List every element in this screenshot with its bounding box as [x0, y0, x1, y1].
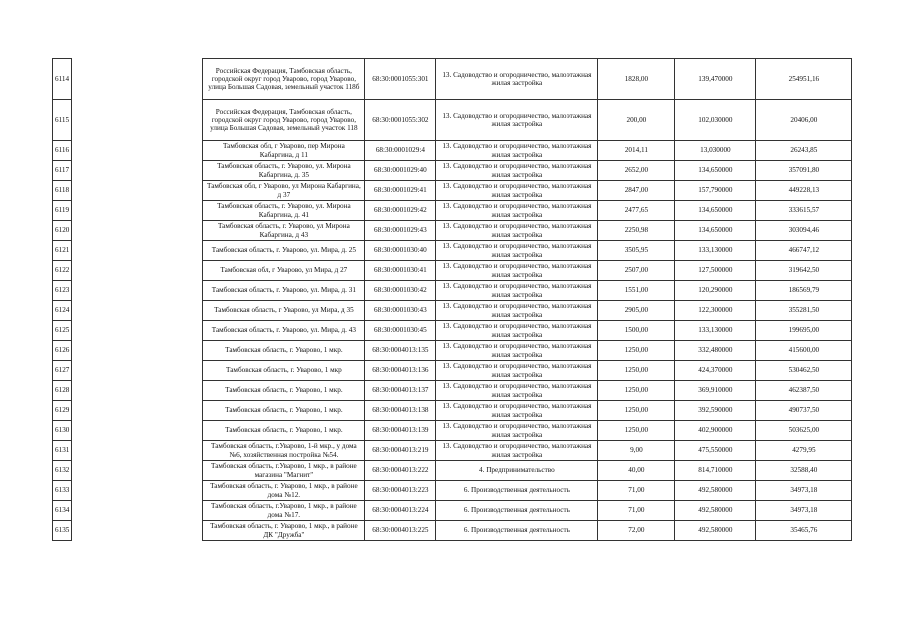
specific-value-cell: 133,130000	[675, 241, 756, 261]
spacer-cell	[72, 441, 203, 461]
table-row	[53, 401, 852, 421]
table-row	[53, 341, 852, 361]
spacer-cell	[72, 321, 203, 341]
address-cell: Тамбовская область, г. Уварово, ул. Мира, д. 25	[203, 241, 365, 261]
row-number: 6118	[53, 181, 72, 201]
cadastral-cost-cell: 26243,85	[756, 141, 852, 161]
row-number: 6116	[53, 141, 72, 161]
cadastral-number-cell: 68:30:0004013:135	[365, 341, 436, 361]
land-use-cell: 13. Садоводство и огородничество, малоэтажная жилая застройка	[436, 341, 598, 361]
address-cell: Тамбовская область, г.Уварово, 1 мкр., в районе дома №17.	[203, 501, 365, 521]
land-use-cell: 13. Садоводство и огородничество, малоэтажная жилая застройка	[436, 181, 598, 201]
area-cell: 1551,00	[598, 281, 675, 301]
spacer-cell	[72, 401, 203, 421]
row-number: 6120	[53, 221, 72, 241]
area-cell: 1250,00	[598, 341, 675, 361]
land-registry-table	[52, 58, 852, 541]
cadastral-cost-cell: 466747,12	[756, 241, 852, 261]
row-number: 6127	[53, 361, 72, 381]
table-row	[53, 481, 852, 501]
land-use-cell: 13. Садоводство и огородничество, малоэтажная жилая застройка	[436, 141, 598, 161]
land-use-cell: 13. Садоводство и огородничество, малоэтажная жилая застройка	[436, 421, 598, 441]
area-cell: 1250,00	[598, 421, 675, 441]
spacer-cell	[72, 281, 203, 301]
cadastral-cost-cell: 34973,18	[756, 501, 852, 521]
cadastral-cost-cell: 34973,18	[756, 481, 852, 501]
row-number: 6133	[53, 481, 72, 501]
spacer-cell	[72, 161, 203, 181]
row-number: 6135	[53, 521, 72, 541]
table-row	[53, 241, 852, 261]
cadastral-number-cell: 68:30:0001029:43	[365, 221, 436, 241]
row-number: 6128	[53, 381, 72, 401]
land-use-cell: 13. Садоводство и огородничество, малоэтажная жилая застройка	[436, 241, 598, 261]
specific-value-cell: 134,650000	[675, 161, 756, 181]
table-row	[53, 100, 852, 141]
area-cell: 2507,00	[598, 261, 675, 281]
table-row	[53, 181, 852, 201]
cadastral-number-cell: 68:30:0004013:223	[365, 481, 436, 501]
cadastral-cost-cell: 355281,50	[756, 301, 852, 321]
cadastral-cost-cell: 186569,79	[756, 281, 852, 301]
cadastral-cost-cell: 530462,50	[756, 361, 852, 381]
table-row	[53, 59, 852, 100]
row-number: 6130	[53, 421, 72, 441]
specific-value-cell: 492,580000	[675, 501, 756, 521]
land-use-cell: 13. Садоводство и огородничество, малоэтажная жилая застройка	[436, 361, 598, 381]
cadastral-number-cell: 68:30:0004013:139	[365, 421, 436, 441]
cadastral-cost-cell: 254951,16	[756, 59, 852, 100]
spacer-cell	[72, 341, 203, 361]
spacer-cell	[72, 421, 203, 441]
address-cell: Тамбовская область, г. Уварово, 1 мкр.	[203, 381, 365, 401]
row-number: 6119	[53, 201, 72, 221]
land-use-cell: 6. Производственная деятельность	[436, 521, 598, 541]
table-row	[53, 301, 852, 321]
address-cell: Тамбовская обл, г Уварово, ул Мирона Кабаргина, д 37	[203, 181, 365, 201]
address-cell: Российская Федерация, Тамбовская область, городской округ город Уварово, город Уварово, улица Большая Садовая, земельный участок 118б	[203, 59, 365, 100]
address-cell: Тамбовская область, г. Уварово, 1 мкр.	[203, 341, 365, 361]
address-cell: Тамбовская обл, г Уварово, ул Мира, д 27	[203, 261, 365, 281]
cadastral-cost-cell: 333615,57	[756, 201, 852, 221]
row-number: 6123	[53, 281, 72, 301]
row-number: 6129	[53, 401, 72, 421]
table-row	[53, 141, 852, 161]
row-number: 6122	[53, 261, 72, 281]
cadastral-number-cell: 68:30:0001029:4	[365, 141, 436, 161]
spacer-cell	[72, 481, 203, 501]
cadastral-cost-cell: 199695,00	[756, 321, 852, 341]
row-number: 6114	[53, 59, 72, 100]
table-row	[53, 521, 852, 541]
cadastral-number-cell: 68:30:0004013:219	[365, 441, 436, 461]
cadastral-number-cell: 68:30:0001030:43	[365, 301, 436, 321]
spacer-cell	[72, 221, 203, 241]
address-cell: Тамбовская область, г.Уварово, 1 мкр., в районе магазина "Магнит"	[203, 461, 365, 481]
address-cell: Тамбовская область, г Уварово, ул Мира, д 35	[203, 301, 365, 321]
cadastral-number-cell: 68:30:0004013:222	[365, 461, 436, 481]
land-use-cell: 13. Садоводство и огородничество, малоэтажная жилая застройка	[436, 201, 598, 221]
cadastral-cost-cell: 490737,50	[756, 401, 852, 421]
specific-value-cell: 102,030000	[675, 100, 756, 141]
land-use-cell: 6. Производственная деятельность	[436, 501, 598, 521]
area-cell: 1250,00	[598, 381, 675, 401]
cadastral-number-cell: 68:30:0004013:136	[365, 361, 436, 381]
table-row	[53, 321, 852, 341]
area-cell: 2652,00	[598, 161, 675, 181]
table-row	[53, 421, 852, 441]
cadastral-number-cell: 68:30:0004013:224	[365, 501, 436, 521]
spacer-cell	[72, 201, 203, 221]
cadastral-number-cell: 68:30:0001030:42	[365, 281, 436, 301]
spacer-cell	[72, 461, 203, 481]
table-row	[53, 221, 852, 241]
land-use-cell: 13. Садоводство и огородничество, малоэтажная жилая застройка	[436, 59, 598, 100]
land-use-cell: 13. Садоводство и огородничество, малоэтажная жилая застройка	[436, 161, 598, 181]
specific-value-cell: 134,650000	[675, 221, 756, 241]
cadastral-cost-cell: 303094,46	[756, 221, 852, 241]
area-cell: 1250,00	[598, 361, 675, 381]
address-cell: Тамбовская область, г. Уварово, ул. Мирона Кабаргина, д. 35	[203, 161, 365, 181]
spacer-cell	[72, 241, 203, 261]
address-cell: Российская Федерация, Тамбовская область, городской округ город Уварово, город Уварово, улица Большая Садовая, земельный участок 118	[203, 100, 365, 141]
specific-value-cell: 814,710000	[675, 461, 756, 481]
specific-value-cell: 392,590000	[675, 401, 756, 421]
area-cell: 200,00	[598, 100, 675, 141]
land-use-cell: 13. Садоводство и огородничество, малоэтажная жилая застройка	[436, 301, 598, 321]
cadastral-cost-cell: 449228,13	[756, 181, 852, 201]
specific-value-cell: 127,500000	[675, 261, 756, 281]
land-use-cell: 13. Садоводство и огородничество, малоэтажная жилая застройка	[436, 401, 598, 421]
spacer-cell	[72, 361, 203, 381]
land-use-cell: 13. Садоводство и огородничество, малоэтажная жилая застройка	[436, 100, 598, 141]
table-row	[53, 281, 852, 301]
spacer-cell	[72, 521, 203, 541]
address-cell: Тамбовская область, г. Уварово, ул. Мирона Кабаргина, д. 41	[203, 201, 365, 221]
address-cell: Тамбовская область, г. Уварово, ул Мирона Кабаргина, д 43	[203, 221, 365, 241]
address-cell: Тамбовская область, г. Уварово, 1 мкр., в районе дома №12.	[203, 481, 365, 501]
land-use-cell: 13. Садоводство и огородничество, малоэтажная жилая застройка	[436, 261, 598, 281]
table-row	[53, 361, 852, 381]
cadastral-number-cell: 68:30:0001055:301	[365, 59, 436, 100]
address-cell: Тамбовская область, г. Уварово, 1 мкр	[203, 361, 365, 381]
area-cell: 72,00	[598, 521, 675, 541]
area-cell: 2905,00	[598, 301, 675, 321]
land-use-cell: 13. Садоводство и огородничество, малоэтажная жилая застройка	[436, 321, 598, 341]
specific-value-cell: 492,580000	[675, 481, 756, 501]
spacer-cell	[72, 181, 203, 201]
cadastral-number-cell: 68:30:0001030:41	[365, 261, 436, 281]
area-cell: 1250,00	[598, 401, 675, 421]
land-use-cell: 13. Садоводство и огородничество, малоэтажная жилая застройка	[436, 221, 598, 241]
spacer-cell	[72, 381, 203, 401]
table-row	[53, 261, 852, 281]
cadastral-number-cell: 68:30:0001029:42	[365, 201, 436, 221]
spacer-cell	[72, 501, 203, 521]
cadastral-number-cell: 68:30:0004013:138	[365, 401, 436, 421]
area-cell: 71,00	[598, 481, 675, 501]
area-cell: 9,00	[598, 441, 675, 461]
row-number: 6131	[53, 441, 72, 461]
area-cell: 2847,00	[598, 181, 675, 201]
cadastral-cost-cell: 20406,00	[756, 100, 852, 141]
specific-value-cell: 139,470000	[675, 59, 756, 100]
table-row	[53, 441, 852, 461]
specific-value-cell: 492,580000	[675, 521, 756, 541]
table-row	[53, 381, 852, 401]
row-number: 6124	[53, 301, 72, 321]
spacer-cell	[72, 301, 203, 321]
area-cell: 2014,11	[598, 141, 675, 161]
address-cell: Тамбовская область, г. Уварово, 1 мкр.	[203, 401, 365, 421]
specific-value-cell: 120,290000	[675, 281, 756, 301]
cadastral-cost-cell: 32588,40	[756, 461, 852, 481]
row-number: 6132	[53, 461, 72, 481]
area-cell: 2477,65	[598, 201, 675, 221]
cadastral-number-cell: 68:30:0004013:137	[365, 381, 436, 401]
land-use-cell: 13. Садоводство и огородничество, малоэтажная жилая застройка	[436, 381, 598, 401]
table-row	[53, 461, 852, 481]
spacer-cell	[72, 59, 203, 100]
specific-value-cell: 134,650000	[675, 201, 756, 221]
row-number: 6115	[53, 100, 72, 141]
row-number: 6121	[53, 241, 72, 261]
cadastral-cost-cell: 35465,76	[756, 521, 852, 541]
specific-value-cell: 122,300000	[675, 301, 756, 321]
cadastral-cost-cell: 503625,00	[756, 421, 852, 441]
cadastral-cost-cell: 4279,95	[756, 441, 852, 461]
table-row	[53, 501, 852, 521]
specific-value-cell: 133,130000	[675, 321, 756, 341]
row-number: 6134	[53, 501, 72, 521]
table-body	[53, 59, 852, 541]
address-cell: Тамбовская обл, г Уварово, пер Мирона Кабаргина, д 11	[203, 141, 365, 161]
address-cell: Тамбовская область, г. Уварово, ул. Мира, д. 31	[203, 281, 365, 301]
row-number: 6117	[53, 161, 72, 181]
cadastral-number-cell: 68:30:0004013:225	[365, 521, 436, 541]
area-cell: 40,00	[598, 461, 675, 481]
address-cell: Тамбовская область, г. Уварово, ул. Мира, д. 43	[203, 321, 365, 341]
cadastral-cost-cell: 357091,80	[756, 161, 852, 181]
specific-value-cell: 332,480000	[675, 341, 756, 361]
specific-value-cell: 402,900000	[675, 421, 756, 441]
area-cell: 3505,95	[598, 241, 675, 261]
land-use-cell: 13. Садоводство и огородничество, малоэтажная жилая застройка	[436, 281, 598, 301]
area-cell: 1500,00	[598, 321, 675, 341]
area-cell: 1828,00	[598, 59, 675, 100]
spacer-cell	[72, 141, 203, 161]
specific-value-cell: 369,910000	[675, 381, 756, 401]
row-number: 6126	[53, 341, 72, 361]
spacer-cell	[72, 100, 203, 141]
cadastral-cost-cell: 415600,00	[756, 341, 852, 361]
spacer-cell	[72, 261, 203, 281]
table-row	[53, 201, 852, 221]
cadastral-cost-cell: 319642,50	[756, 261, 852, 281]
cadastral-number-cell: 68:30:0001030:45	[365, 321, 436, 341]
cadastral-number-cell: 68:30:0001030:40	[365, 241, 436, 261]
cadastral-cost-cell: 462387,50	[756, 381, 852, 401]
cadastral-number-cell: 68:30:0001055:302	[365, 100, 436, 141]
land-use-cell: 13. Садоводство и огородничество, малоэтажная жилая застройка	[436, 441, 598, 461]
specific-value-cell: 13,030000	[675, 141, 756, 161]
address-cell: Тамбовская область, г. Уварово, 1 мкр., в районе ДК "Дружба"	[203, 521, 365, 541]
address-cell: Тамбовская область, г. Уварово, 1 мкр.	[203, 421, 365, 441]
row-number: 6125	[53, 321, 72, 341]
specific-value-cell: 157,790000	[675, 181, 756, 201]
specific-value-cell: 424,370000	[675, 361, 756, 381]
address-cell: Тамбовская область, г.Уварово, 1-й мкр., у дома №6, хозяйственная постройка №54.	[203, 441, 365, 461]
table-row	[53, 161, 852, 181]
area-cell: 71,00	[598, 501, 675, 521]
cadastral-number-cell: 68:30:0001029:41	[365, 181, 436, 201]
cadastral-number-cell: 68:30:0001029:40	[365, 161, 436, 181]
specific-value-cell: 475,550000	[675, 441, 756, 461]
area-cell: 2250,98	[598, 221, 675, 241]
land-use-cell: 6. Производственная деятельность	[436, 481, 598, 501]
land-use-cell: 4. Предпринимательство	[436, 461, 598, 481]
